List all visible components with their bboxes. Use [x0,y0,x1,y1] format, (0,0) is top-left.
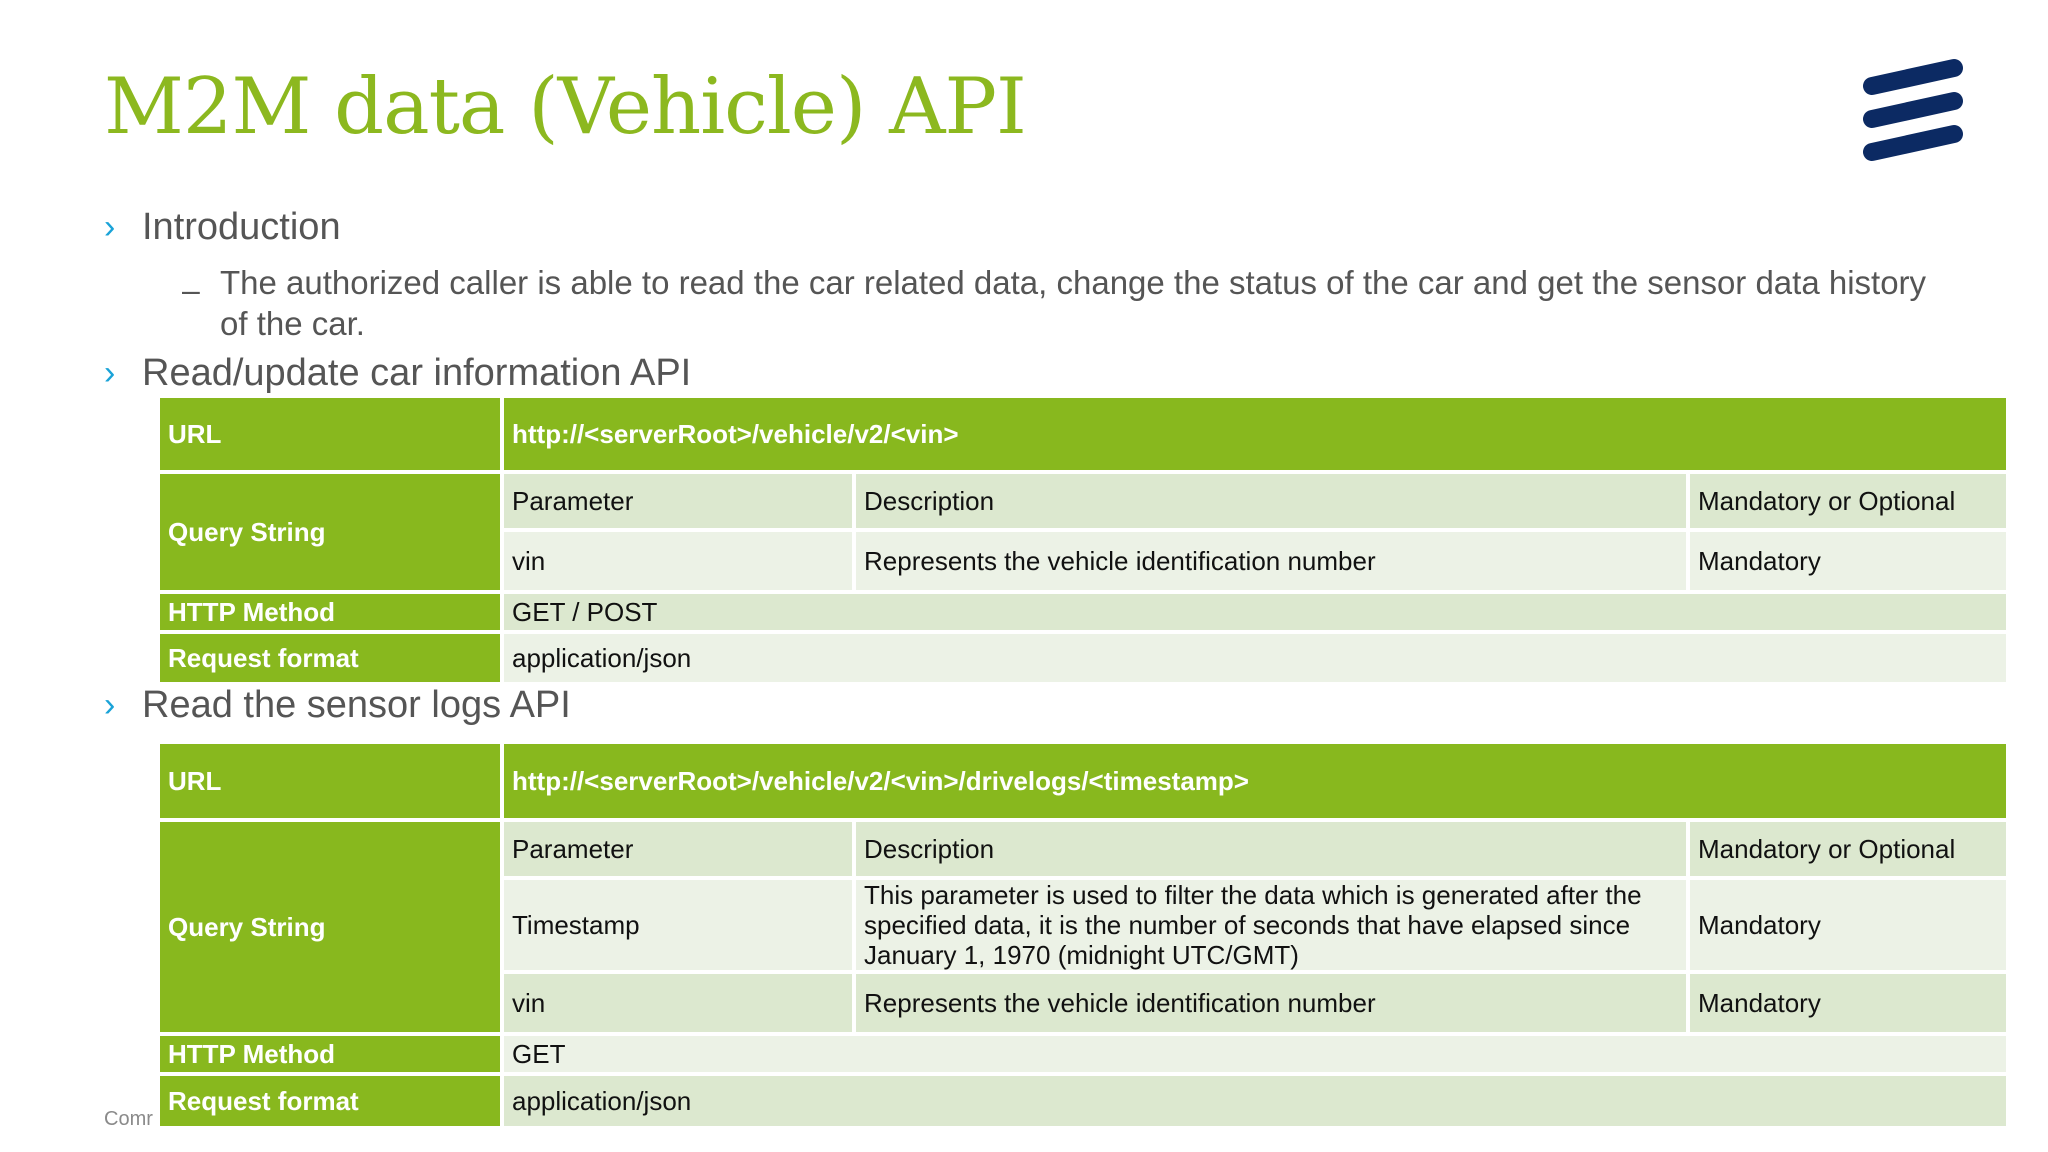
description-header: Description [854,472,1688,530]
parameter-header: Parameter [502,820,854,878]
request-format-value: application/json [502,632,2008,684]
chevron-right-icon: › [104,686,116,724]
http-method-label: HTTP Method [158,1034,502,1074]
url-label: URL [158,742,502,820]
request-format-label: Request format [158,632,502,684]
mandatory-cell: Mandatory [1688,972,2008,1034]
query-string-label: Query String [158,472,502,592]
query-string-label: Query String [158,820,502,1034]
http-method-row [158,592,2008,632]
http-method-value: GET / POST [502,592,2008,632]
param-cell: vin [502,530,854,592]
query-header-row [158,472,2008,530]
url-label: URL [158,396,502,472]
request-format-row [158,1074,2008,1128]
mandatory-header: Mandatory or Optional [1688,472,2008,530]
url-value: http://<serverRoot>/vehicle/v2/<vin>/drivelogs/<timestamp> [502,742,2008,820]
bullet-label: Read/update car information API [142,352,692,394]
read-update-api-table [156,394,2010,686]
ericsson-logo-icon [1858,56,1968,164]
url-value: http://<serverRoot>/vehicle/v2/<vin> [502,396,2008,472]
http-method-value: GET [502,1034,2008,1074]
chevron-right-icon: › [104,208,116,246]
http-method-row [158,1034,2008,1074]
http-method-label: HTTP Method [158,592,502,632]
param-cell: Timestamp [502,878,854,972]
mandatory-cell: Mandatory [1688,878,2008,972]
request-format-row [158,632,2008,684]
description-header: Description [854,820,1688,878]
bullet-label: Read the sensor logs API [142,684,571,726]
description-cell: Represents the vehicle identification number [854,530,1688,592]
url-row [158,742,2008,820]
description-cell: This parameter is used to filter the data which is generated after the specified data, it is the number of seconds that have elapsed since January 1, 1970 (midnight UTC/GMT) [854,878,1688,972]
description-cell: Represents the vehicle identification number [854,972,1688,1034]
slide-title: M2M data (Vehicle) API [104,62,1026,152]
request-format-label: Request format [158,1074,502,1128]
param-cell: vin [502,972,854,1034]
introduction-text: The authorized caller is able to read the car related data, change the status of the car and get the sensor data history of the car. [220,264,1927,342]
mandatory-cell: Mandatory [1688,530,2008,592]
url-row [158,396,2008,472]
query-header-row [158,820,2008,878]
chevron-right-icon: › [104,354,116,392]
bullet-label: Introduction [142,206,341,248]
dash-icon: – [182,272,200,308]
request-format-value: application/json [502,1074,2008,1128]
sensor-logs-api-table [156,740,2010,1130]
mandatory-header: Mandatory or Optional [1688,820,2008,878]
parameter-header: Parameter [502,472,854,530]
footer-text: Comr [104,1108,153,1130]
